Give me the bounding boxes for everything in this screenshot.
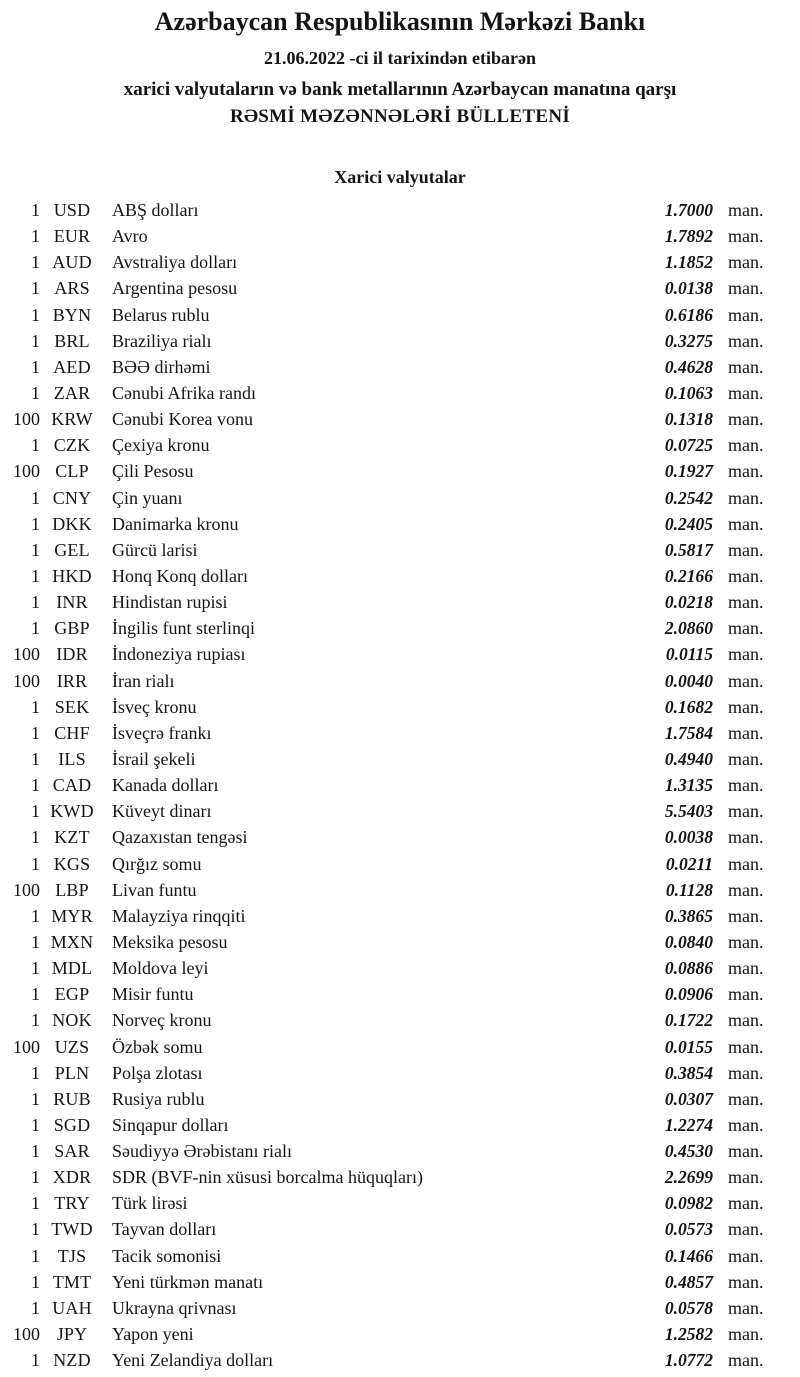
currency-code: EGP — [54, 984, 90, 1005]
unit-label: man. — [728, 330, 764, 351]
currency-name: Misir funtu — [112, 984, 194, 1005]
currency-name: Malayziya rinqqiti — [112, 905, 246, 926]
unit-label: man. — [728, 1219, 764, 1240]
table-row — [0, 851, 800, 877]
table-row — [0, 275, 800, 301]
exchange-rate: 0.1318 — [664, 409, 713, 430]
currency-name: Çexiya kronu — [112, 435, 210, 456]
table-row — [0, 615, 800, 641]
quantity: 100 — [13, 1036, 40, 1057]
unit-label: man. — [728, 382, 764, 403]
table-row — [0, 223, 800, 249]
currency-code: TJS — [57, 1245, 87, 1266]
table-row — [0, 1190, 800, 1216]
currency-name: Yapon yeni — [112, 1324, 194, 1345]
currency-code: KWD — [50, 801, 94, 822]
unit-label: man. — [728, 1350, 764, 1371]
exchange-rate: 0.0906 — [664, 984, 713, 1005]
currency-code: MDL — [51, 958, 93, 979]
quantity: 1 — [31, 722, 40, 743]
exchange-rate: 1.2582 — [664, 1324, 713, 1345]
quantity: 1 — [31, 775, 40, 796]
exchange-rate: 0.0578 — [664, 1297, 713, 1318]
currency-code: ILS — [58, 748, 86, 769]
currency-code: USD — [53, 200, 91, 220]
quantity: 1 — [31, 304, 40, 325]
currency-code: UZS — [54, 1036, 90, 1057]
unit-label: man. — [728, 879, 764, 900]
currency-code: KRW — [51, 409, 93, 430]
currency-name: Yeni türkmən manatı — [112, 1271, 264, 1292]
unit-label: man. — [728, 1193, 764, 1214]
exchange-rate: 0.0307 — [664, 1088, 713, 1109]
table-row — [0, 249, 800, 275]
currency-name: İran rialı — [112, 670, 175, 691]
table-row — [0, 380, 800, 406]
table-row — [0, 1138, 800, 1164]
table-row — [0, 1216, 800, 1242]
currency-code: DKK — [52, 513, 92, 534]
quantity: 100 — [13, 670, 40, 691]
table-row — [0, 1007, 800, 1033]
table-row — [0, 1060, 800, 1086]
currency-name: Özbək somu — [112, 1036, 203, 1057]
exchange-rate: 0.0040 — [664, 670, 713, 691]
table-row — [0, 1086, 800, 1112]
currency-code: JPY — [56, 1324, 88, 1345]
quantity: 1 — [31, 226, 40, 247]
exchange-rate: 0.2542 — [664, 487, 713, 508]
currency-code: RUB — [53, 1088, 91, 1109]
unit-label: man. — [728, 304, 764, 325]
quantity: 1 — [31, 1350, 40, 1371]
unit-label: man. — [728, 931, 764, 952]
currency-name: Braziliya rialı — [112, 330, 212, 351]
quantity: 1 — [31, 1167, 40, 1188]
unit-label: man. — [728, 1010, 764, 1031]
quantity: 1 — [31, 1219, 40, 1240]
quantity: 1 — [31, 539, 40, 560]
table-row — [0, 1034, 800, 1060]
exchange-rate: 0.0211 — [665, 853, 713, 874]
unit-label: man. — [728, 200, 764, 220]
section-title-foreign-currencies: Xarici valyutalar — [334, 167, 466, 187]
currency-name: Ukrayna qrivnası — [112, 1297, 237, 1318]
unit-label: man. — [728, 801, 764, 822]
quantity: 1 — [31, 1245, 40, 1266]
currency-name: ABŞ dolları — [112, 200, 199, 220]
quantity: 1 — [31, 1297, 40, 1318]
table-row — [0, 668, 800, 694]
quantity: 100 — [13, 1324, 40, 1345]
currency-code: UAH — [52, 1297, 92, 1318]
unit-label: man. — [728, 278, 764, 299]
unit-label: man. — [728, 592, 764, 613]
quantity: 1 — [31, 252, 40, 273]
currency-name: İsveçrə frankı — [112, 722, 212, 743]
currency-name: Kanada dolları — [112, 775, 219, 796]
currency-code: MYR — [51, 905, 93, 926]
exchange-rate: 0.5817 — [664, 539, 713, 560]
exchange-rate: 0.3854 — [664, 1062, 713, 1083]
bank-name-title: Azərbaycan Respublikasının Mərkəzi Bankı — [154, 7, 646, 36]
currency-name: Livan funtu — [112, 879, 197, 900]
quantity: 1 — [31, 1114, 40, 1135]
table-row — [0, 1269, 800, 1295]
currency-name: Cənubi Korea vonu — [112, 409, 253, 430]
currency-name: Yeni Zelandiya dolları — [112, 1350, 274, 1371]
currency-name: Avro — [112, 226, 148, 247]
currency-code: CAD — [52, 775, 92, 796]
exchange-rate: 0.0840 — [664, 931, 713, 952]
exchange-rate: 0.0886 — [664, 958, 713, 979]
currency-code: AUD — [52, 252, 92, 273]
unit-label: man. — [728, 1114, 764, 1135]
currency-name: Səudiyyə Ərəbistanı rialı — [112, 1141, 292, 1162]
table-row — [0, 406, 800, 432]
unit-label: man. — [728, 565, 764, 586]
bulletin-title: RƏSMİ MƏZƏNNƏLƏRİ BÜLLETENİ — [229, 106, 571, 127]
table-row — [0, 354, 800, 380]
currency-code: KZT — [54, 827, 90, 848]
quantity: 1 — [31, 1141, 40, 1162]
currency-name: İndoneziya rupiası — [112, 644, 246, 665]
unit-label: man. — [728, 487, 764, 508]
quantity: 1 — [31, 853, 40, 874]
currency-name: Çin yuanı — [112, 487, 183, 508]
currency-name: Sinqapur dolları — [112, 1114, 229, 1135]
unit-label: man. — [728, 775, 764, 796]
currency-code: ARS — [54, 278, 90, 299]
unit-label: man. — [728, 1141, 764, 1162]
quantity: 1 — [31, 1088, 40, 1109]
currency-code: IRR — [56, 670, 88, 691]
exchange-rate: 2.2699 — [664, 1167, 713, 1188]
exchange-rate: 5.5403 — [664, 801, 713, 822]
exchange-rate: 0.1128 — [665, 879, 713, 900]
table-row — [0, 537, 800, 563]
quantity: 1 — [31, 382, 40, 403]
quantity: 100 — [13, 879, 40, 900]
table-row — [0, 877, 800, 903]
unit-label: man. — [728, 1036, 764, 1057]
currency-code: BRL — [54, 330, 90, 351]
table-row — [0, 511, 800, 537]
currency-code: NZD — [53, 1350, 91, 1371]
exchange-rate: 0.1063 — [664, 382, 713, 403]
quantity: 1 — [31, 958, 40, 979]
unit-label: man. — [728, 1324, 764, 1345]
currency-code: TRY — [54, 1193, 90, 1214]
currency-code: GEL — [54, 539, 90, 560]
exchange-rate: 0.4530 — [664, 1141, 713, 1162]
currency-name: Rusiya rublu — [112, 1088, 205, 1109]
currency-code: TWD — [51, 1219, 93, 1240]
table-row — [0, 432, 800, 458]
quantity: 1 — [31, 931, 40, 952]
currency-code: IDR — [56, 644, 88, 665]
exchange-rate: 0.1927 — [664, 461, 713, 482]
table-row — [0, 302, 800, 328]
exchange-rate: 0.0218 — [664, 592, 713, 613]
exchange-rate: 1.3135 — [664, 775, 713, 796]
unit-label: man. — [728, 1088, 764, 1109]
exchange-rate: 0.0115 — [665, 644, 713, 665]
quantity: 1 — [31, 696, 40, 717]
table-row — [0, 1112, 800, 1138]
exchange-rates-table — [0, 197, 800, 1373]
quantity: 1 — [31, 330, 40, 351]
unit-label: man. — [728, 461, 764, 482]
unit-label: man. — [728, 1062, 764, 1083]
unit-label: man. — [728, 696, 764, 717]
table-row — [0, 1295, 800, 1321]
currency-name: Qazaxıstan tengəsi — [112, 827, 248, 848]
quantity: 100 — [13, 409, 40, 430]
quantity: 1 — [31, 356, 40, 377]
table-row — [0, 641, 800, 667]
exchange-rate: 0.1722 — [664, 1010, 713, 1031]
table-row — [0, 798, 800, 824]
exchange-rate: 1.1852 — [664, 252, 713, 273]
unit-label: man. — [728, 984, 764, 1005]
currency-name: Hindistan rupisi — [112, 592, 228, 613]
unit-label: man. — [728, 958, 764, 979]
unit-label: man. — [728, 1167, 764, 1188]
exchange-rate: 0.4857 — [664, 1271, 713, 1292]
currency-name: Qırğız somu — [112, 853, 202, 874]
quantity: 1 — [31, 801, 40, 822]
currency-code: AED — [53, 356, 91, 377]
quantity: 1 — [31, 1193, 40, 1214]
currency-code: INR — [56, 592, 88, 613]
currency-name: Honq Konq dolları — [112, 565, 248, 586]
currency-name: Moldova leyi — [112, 958, 209, 979]
table-row — [0, 746, 800, 772]
currency-code: MXN — [50, 931, 94, 952]
effective-date-line: 21.06.2022 -ci il tarixindən etibarən — [264, 48, 536, 68]
currency-code: TMT — [52, 1271, 92, 1292]
currency-name: Gürcü larisi — [112, 539, 198, 560]
quantity: 1 — [31, 1271, 40, 1292]
table-row — [0, 772, 800, 798]
currency-code: CLP — [55, 461, 89, 482]
currency-name: İngilis funt sterlinqi — [112, 618, 255, 639]
unit-label: man. — [728, 905, 764, 926]
currency-code: CHF — [54, 722, 90, 743]
unit-label: man. — [728, 827, 764, 848]
quantity: 1 — [31, 1062, 40, 1083]
currency-name: Norveç kronu — [112, 1010, 212, 1031]
quantity: 1 — [31, 905, 40, 926]
currency-code: ZAR — [53, 382, 91, 403]
exchange-rate: 1.7892 — [664, 226, 713, 247]
exchange-rate: 0.4628 — [664, 356, 713, 377]
table-row — [0, 197, 800, 223]
exchange-rate: 0.0725 — [664, 435, 713, 456]
currency-name: Danimarka kronu — [112, 513, 239, 534]
table-row — [0, 929, 800, 955]
currency-name: Türk lirəsi — [112, 1193, 188, 1214]
currency-name: İsveç kronu — [112, 696, 197, 717]
table-row — [0, 1164, 800, 1190]
unit-label: man. — [728, 1245, 764, 1266]
table-row — [0, 955, 800, 981]
quantity: 1 — [31, 827, 40, 848]
currency-code: GBP — [54, 618, 90, 639]
exchange-rate: 1.7584 — [664, 722, 713, 743]
currency-code: KGS — [53, 853, 91, 874]
unit-label: man. — [728, 252, 764, 273]
unit-label: man. — [728, 1271, 764, 1292]
quantity: 1 — [31, 748, 40, 769]
exchange-rate: 1.2274 — [664, 1114, 713, 1135]
currency-name: Tayvan dolları — [112, 1219, 217, 1240]
quantity: 1 — [31, 200, 40, 220]
exchange-rate: 0.0138 — [664, 278, 713, 299]
quantity: 1 — [31, 592, 40, 613]
unit-label: man. — [728, 1297, 764, 1318]
exchange-rate: 0.0982 — [664, 1193, 713, 1214]
table-row — [0, 589, 800, 615]
currency-code: SAR — [54, 1141, 90, 1162]
currency-name: Tacik somonisi — [112, 1245, 222, 1266]
quantity: 1 — [31, 618, 40, 639]
unit-label: man. — [728, 356, 764, 377]
currency-name: Belarus rublu — [112, 304, 210, 325]
exchange-rate: 0.1466 — [664, 1245, 713, 1266]
exchange-rate: 0.2166 — [664, 565, 713, 586]
exchange-rate: 0.0038 — [664, 827, 713, 848]
currency-name: BƏƏ dirhəmi — [112, 356, 211, 377]
currency-code: EUR — [53, 226, 91, 247]
exchange-rate: 0.1682 — [664, 696, 713, 717]
currency-code: CZK — [53, 435, 91, 456]
table-row — [0, 458, 800, 484]
unit-label: man. — [728, 618, 764, 639]
quantity: 100 — [13, 461, 40, 482]
table-row — [0, 981, 800, 1007]
exchange-rate: 0.3865 — [664, 905, 713, 926]
exchange-rate: 1.0772 — [664, 1350, 713, 1371]
currency-code: SGD — [53, 1114, 91, 1135]
unit-label: man. — [728, 409, 764, 430]
document-header — [0, 0, 800, 128]
unit-label: man. — [728, 513, 764, 534]
currency-name: Küveyt dinarı — [112, 801, 212, 822]
quantity: 1 — [31, 565, 40, 586]
table-row — [0, 1347, 800, 1373]
scope-line: xarici valyutaların və bank metallarının Azərbaycan manatına qarşı — [123, 79, 677, 100]
table-row — [0, 824, 800, 850]
quantity: 1 — [31, 435, 40, 456]
currency-name: Polşa zlotası — [112, 1062, 203, 1083]
unit-label: man. — [728, 435, 764, 456]
currency-name: SDR (BVF-nin xüsusi borcalma hüquqları) — [112, 1167, 423, 1188]
currency-name: Argentina pesosu — [112, 278, 238, 299]
quantity: 1 — [31, 487, 40, 508]
exchange-rate: 1.7000 — [664, 200, 713, 220]
exchange-rate: 0.6186 — [664, 304, 713, 325]
unit-label: man. — [728, 226, 764, 247]
currency-code: BYN — [52, 304, 92, 325]
quantity: 100 — [13, 644, 40, 665]
table-row — [0, 328, 800, 354]
table-row — [0, 694, 800, 720]
currency-code: NOK — [52, 1010, 92, 1031]
currency-name: Meksika pesosu — [112, 931, 228, 952]
currency-code: LBP — [55, 879, 89, 900]
quantity: 1 — [31, 513, 40, 534]
unit-label: man. — [728, 748, 764, 769]
unit-label: man. — [728, 539, 764, 560]
currency-name: Çili Pesosu — [112, 461, 194, 482]
currency-name: Cənubi Afrika randı — [112, 382, 256, 403]
quantity: 1 — [31, 1010, 40, 1031]
table-row — [0, 1321, 800, 1347]
unit-label: man. — [728, 644, 764, 665]
table-row — [0, 485, 800, 511]
exchange-rate: 0.3275 — [664, 330, 713, 351]
table-row — [0, 1243, 800, 1269]
table-row — [0, 903, 800, 929]
quantity: 1 — [31, 278, 40, 299]
table-row — [0, 720, 800, 746]
exchange-rate: 0.0573 — [664, 1219, 713, 1240]
unit-label: man. — [728, 853, 764, 874]
currency-code: HKD — [52, 565, 92, 586]
exchange-rate: 0.0155 — [664, 1036, 713, 1057]
currency-name: Avstraliya dolları — [112, 252, 238, 273]
currency-name: İsrail şekeli — [112, 748, 196, 769]
exchange-rate: 0.4940 — [664, 748, 713, 769]
unit-label: man. — [728, 670, 764, 691]
table-row — [0, 563, 800, 589]
currency-code: PLN — [54, 1062, 90, 1083]
currency-code: XDR — [52, 1167, 92, 1188]
currency-code: CNY — [52, 487, 92, 508]
exchange-rate: 0.2405 — [664, 513, 713, 534]
currency-code: SEK — [54, 696, 90, 717]
unit-label: man. — [728, 722, 764, 743]
quantity: 1 — [31, 984, 40, 1005]
exchange-rate: 2.0860 — [664, 618, 713, 639]
